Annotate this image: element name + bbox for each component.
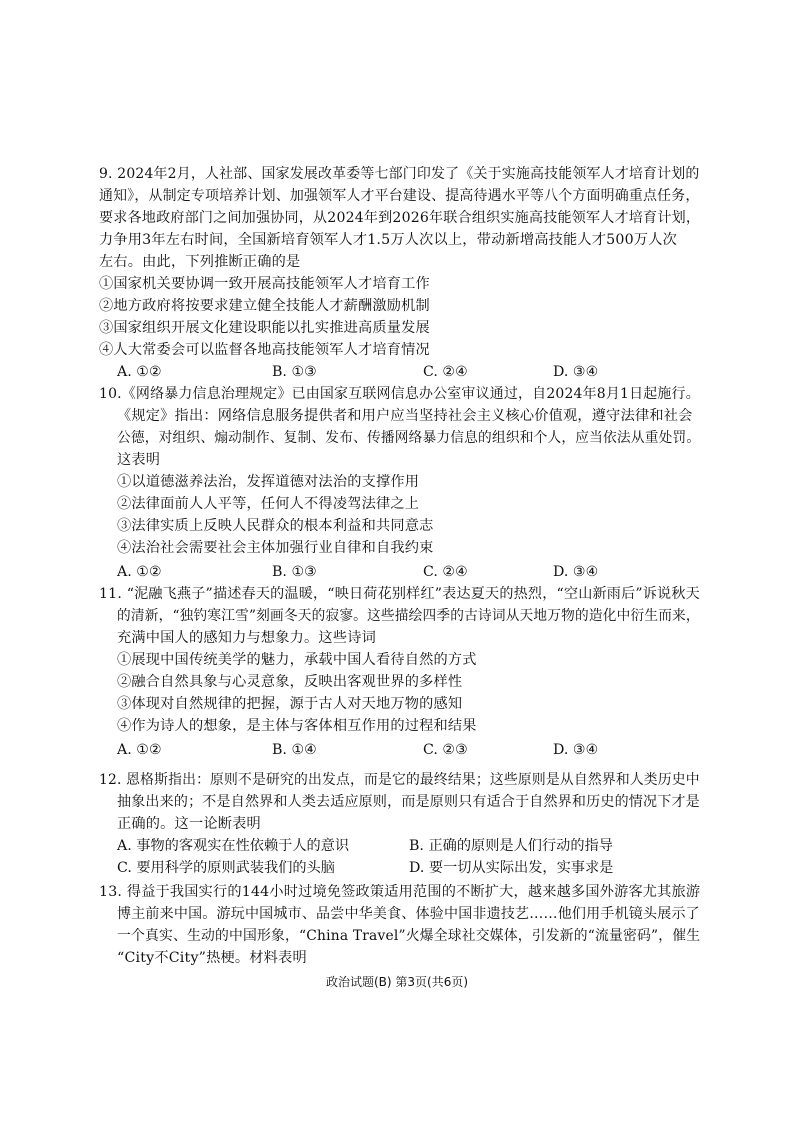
- statement: ④人大常委会可以监督各地高技能领军人才培育情况: [99, 342, 430, 358]
- statement: ①展现中国传统美学的魅力，承载中国人看待自然的方式: [117, 652, 477, 668]
- question-stem-line: 通知》，从制定专项培养计划、加强领军人才平台建设、提高待遇水平等八个方面明确重点任务，: [99, 188, 700, 204]
- question-stem-line: 一个真实、生动的中国形象，“China Travel”火爆全球社交媒体，引发新的“流量密码”，催生: [117, 928, 701, 944]
- statement: ④法治社会需要社会主体加强行业自律和自我约束: [117, 540, 434, 556]
- option-c: C. ②④: [423, 364, 468, 380]
- option-a: A. ①②: [117, 364, 162, 380]
- option-c: C. 要用科学的原则武装我们的头脑: [117, 860, 335, 876]
- option-d: D. 要一切从实际出发，实事求是: [409, 860, 614, 876]
- option-row: [117, 562, 637, 582]
- option-b: B. ①③: [272, 564, 317, 580]
- question-stem-line: 博主前来中国。游玩中国城市、品尝中华美食、体验中国非遗技艺……他们用手机镜头展示了: [117, 906, 700, 922]
- option-d: D. ③④: [553, 364, 599, 380]
- question-stem-line: 10.《网络暴力信息治理规定》已由国家互联网信息办公室审议通过，自2024年8月1日起施行。: [99, 386, 700, 402]
- question-stem-line: 充满中国人的感知力与想象力。这些诗词: [117, 630, 376, 646]
- question-stem-line: 9. 2024年2月，人社部、国家发展改革委等七部门印发了《关于实施高技能领军人才培育计划的: [99, 166, 700, 182]
- question-stem-line: 正确的。这一论断表明: [117, 816, 261, 832]
- question-stem-line: “City不City”热梗。材料表明: [117, 950, 307, 966]
- option-c: C. ②③: [423, 742, 468, 758]
- option-d: D. ③④: [553, 564, 599, 580]
- statement: ③体现对自然规律的把握，源于古人对天地万物的感知: [117, 696, 463, 712]
- statement: ④作为诗人的想象，是主体与客体相互作用的过程和结果: [117, 718, 477, 734]
- option-c: C. ②④: [423, 564, 468, 580]
- option-b: B. 正确的原则是人们行动的指导: [409, 838, 613, 854]
- option-a: A. ①②: [117, 564, 162, 580]
- statement: ①国家机关要协调一致开展高技能领军人才培育工作: [99, 276, 430, 292]
- option-row: [117, 836, 637, 856]
- statement: ③国家组织开展文化建设职能以扎实推进高质量发展: [99, 320, 430, 336]
- option-a: A. ①②: [117, 742, 162, 758]
- page-footer: 政治试题(B) 第3页(共6页): [325, 975, 469, 989]
- statement: ①以道德滋养法治，发挥道德对法治的支撑作用: [117, 474, 420, 490]
- question-stem-line: 抽象出来的；不是自然界和人类去适应原则，而是原则只有适合于自然界和历史的情况下才是: [117, 794, 700, 810]
- question-stem-line: 这表明: [117, 452, 161, 468]
- option-b: B. ①③: [272, 364, 317, 380]
- question-stem-line: 《规定》指出：网络信息服务提供者和用户应当坚持社会主义核心价值观，遵守法律和社会: [117, 408, 693, 424]
- question-stem-line: 的清新，“独钓寒江雪”刻画冬天的寂寥。这些描绘四季的古诗词从天地万物的造化中衍生而来，: [117, 608, 700, 624]
- option-row: [117, 362, 637, 382]
- question-stem-line: 13. 得益于我国实行的144小时过境免签政策适用范围的不断扩大，越来越多国外游客尤其旅游: [99, 884, 701, 900]
- statement: ③法律实质上反映人民群众的根本利益和共同意志: [117, 518, 434, 534]
- statement: ②融合自然具象与心灵意象，反映出客观世界的多样性: [117, 674, 463, 690]
- question-stem-line: 公德，对组织、煽动制作、复制、发布、传播网络暴力信息的组织和个人，应当依法从重处罚。: [117, 430, 701, 446]
- question-stem-line: 要求各地政府部门之间加强协同，从2024年到2026年联合组织实施高技能领军人才培育计划，: [99, 210, 701, 226]
- option-a: A. 事物的客观实在性依赖于人的意识: [117, 838, 350, 854]
- statement: ②法律面前人人平等，任何人不得凌驾法律之上: [117, 496, 420, 512]
- option-b: B. ①④: [272, 742, 317, 758]
- question-stem-line: 11. “泥融飞燕子”描述春天的温暖，“映日荷花别样红”表达夏天的热烈，“空山新雨后”诉说秋天: [99, 586, 700, 602]
- question-stem-line: 左右。由此，下列推断正确的是: [99, 254, 301, 270]
- question-stem-line: 力争用3年左右时间，全国新培育领军人才1.5万人次以上，带动新增高技能人才500万人次: [99, 232, 678, 248]
- option-row: [117, 858, 637, 878]
- option-row: [117, 740, 637, 760]
- option-d: D. ③④: [553, 742, 599, 758]
- statement: ②地方政府将按要求建立健全技能人才薪酬激励机制: [99, 298, 430, 314]
- question-stem-line: 12. 恩格斯指出：原则不是研究的出发点，而是它的最终结果；这些原则是从自然界和人类历史中: [99, 772, 700, 788]
